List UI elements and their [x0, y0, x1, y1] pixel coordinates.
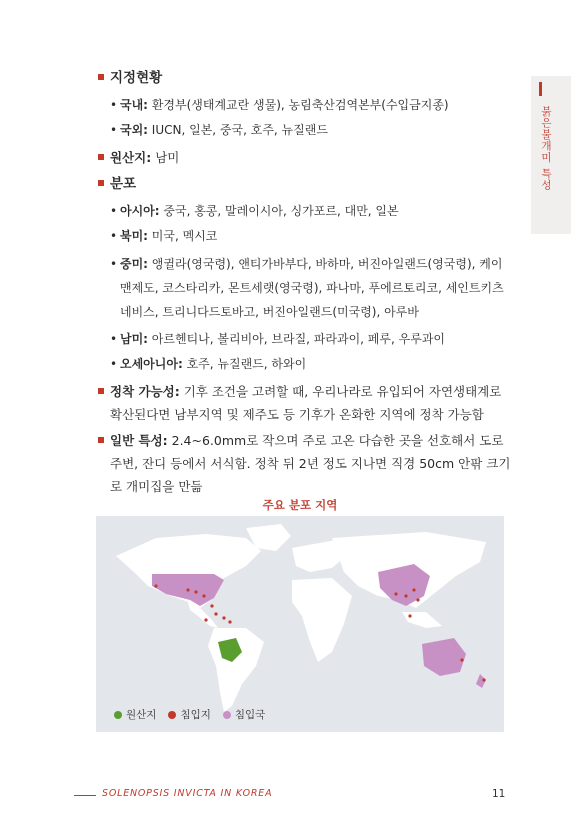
list-item: • 남미: 아르헨티나, 볼리비아, 브라질, 파라과이, 페루, 우루과이 — [110, 332, 445, 346]
green-dot-icon — [114, 711, 122, 719]
bullet-square — [98, 437, 104, 443]
legend-item-invaded-site: 침입지 — [168, 707, 210, 722]
invaded-point — [194, 590, 197, 593]
invaded-point — [408, 614, 411, 617]
bullet-square — [98, 180, 104, 186]
list-item: • 아시아: 중국, 홍콩, 말레이시아, 싱가포르, 대만, 일본 — [110, 204, 399, 218]
africa-shape — [292, 578, 352, 662]
invaded-point — [202, 594, 205, 597]
invaded-point — [416, 598, 419, 601]
list-item: • 중미: 앵귈라(영국령), 앤티가바부다, 바하마, 버진아일랜드(영국령), 케이맨제도, 코스타리카, 몬트세랫(영국령), 파나마, 푸에르토리코, 세인트키츠네비스, 트리니다드토바고, 버진아일랜드(미국령), 아루바 — [110, 257, 504, 319]
page-number: 11 — [492, 788, 506, 800]
world-distribution-map — [96, 516, 504, 732]
side-chapter-tab — [531, 76, 571, 234]
section-distribution-title: 분포 — [96, 174, 511, 194]
footer-title: SOLENOPSIS INVICTA IN KOREA — [102, 788, 273, 799]
invaded-point — [482, 678, 485, 681]
tab-accent-bar — [539, 82, 542, 96]
invaded-point — [186, 588, 189, 591]
red-dot-icon — [168, 711, 176, 719]
southeast-asia-shape — [402, 612, 442, 628]
purple-dot-icon — [223, 711, 231, 719]
invaded-point — [204, 618, 207, 621]
bullet-square — [98, 154, 104, 160]
map-legend — [114, 707, 265, 722]
bullet-square — [98, 388, 104, 394]
side-tab-label: 붉은불개미 특성 — [540, 106, 552, 191]
invaded-point — [214, 612, 217, 615]
list-item: • 북미: 미국, 멕시코 — [110, 229, 218, 243]
invaded-point — [154, 584, 157, 587]
list-item: • 국내: 환경부(생태계교란 생물), 농림축산검역본부(수입금지종) — [110, 98, 449, 112]
list-item: • 오세아니아: 호주, 뉴질랜드, 하와이 — [110, 357, 307, 371]
legend-item-origin: 원산지 — [114, 707, 156, 722]
origin-line: 원산지: 남미 — [96, 146, 511, 169]
footer-divider — [74, 795, 96, 796]
section-designation-title: 지정현황 — [96, 68, 511, 88]
establishment-paragraph: 정착 가능성: 기후 조건을 고려할 때, 우리나라로 유입되어 자연생태계로 확산된다면 남부지역 및 제주도 등 기후가 온화한 지역에 정착 가능함 — [96, 380, 511, 426]
main-content — [96, 68, 511, 501]
invaded-point — [412, 588, 415, 591]
world-map-graphic — [96, 516, 504, 732]
invaded-point — [210, 604, 213, 607]
invaded-point — [222, 616, 225, 619]
invaded-point — [404, 594, 407, 597]
features-paragraph: 일반 특성: 2.4~6.0mm로 작으며 주로 고온 다습한 곳을 선호해서 도로 주변, 잔디 등에서 서식함. 정착 뒤 2년 정도 지나면 직경 50cm 안팎 크기로 개미집을 만듦 — [96, 429, 511, 498]
invaded-point — [460, 658, 463, 661]
list-item: • 국외: IUCN, 일본, 중국, 호주, 뉴질랜드 — [110, 123, 328, 137]
map-title: 주요 분포 지역 — [262, 498, 338, 512]
invaded-point — [394, 592, 397, 595]
bullet-square — [98, 74, 104, 80]
legend-item-invaded-country: 침입국 — [223, 707, 265, 722]
invaded-point — [228, 620, 231, 623]
australia-invaded-shape — [422, 638, 466, 676]
